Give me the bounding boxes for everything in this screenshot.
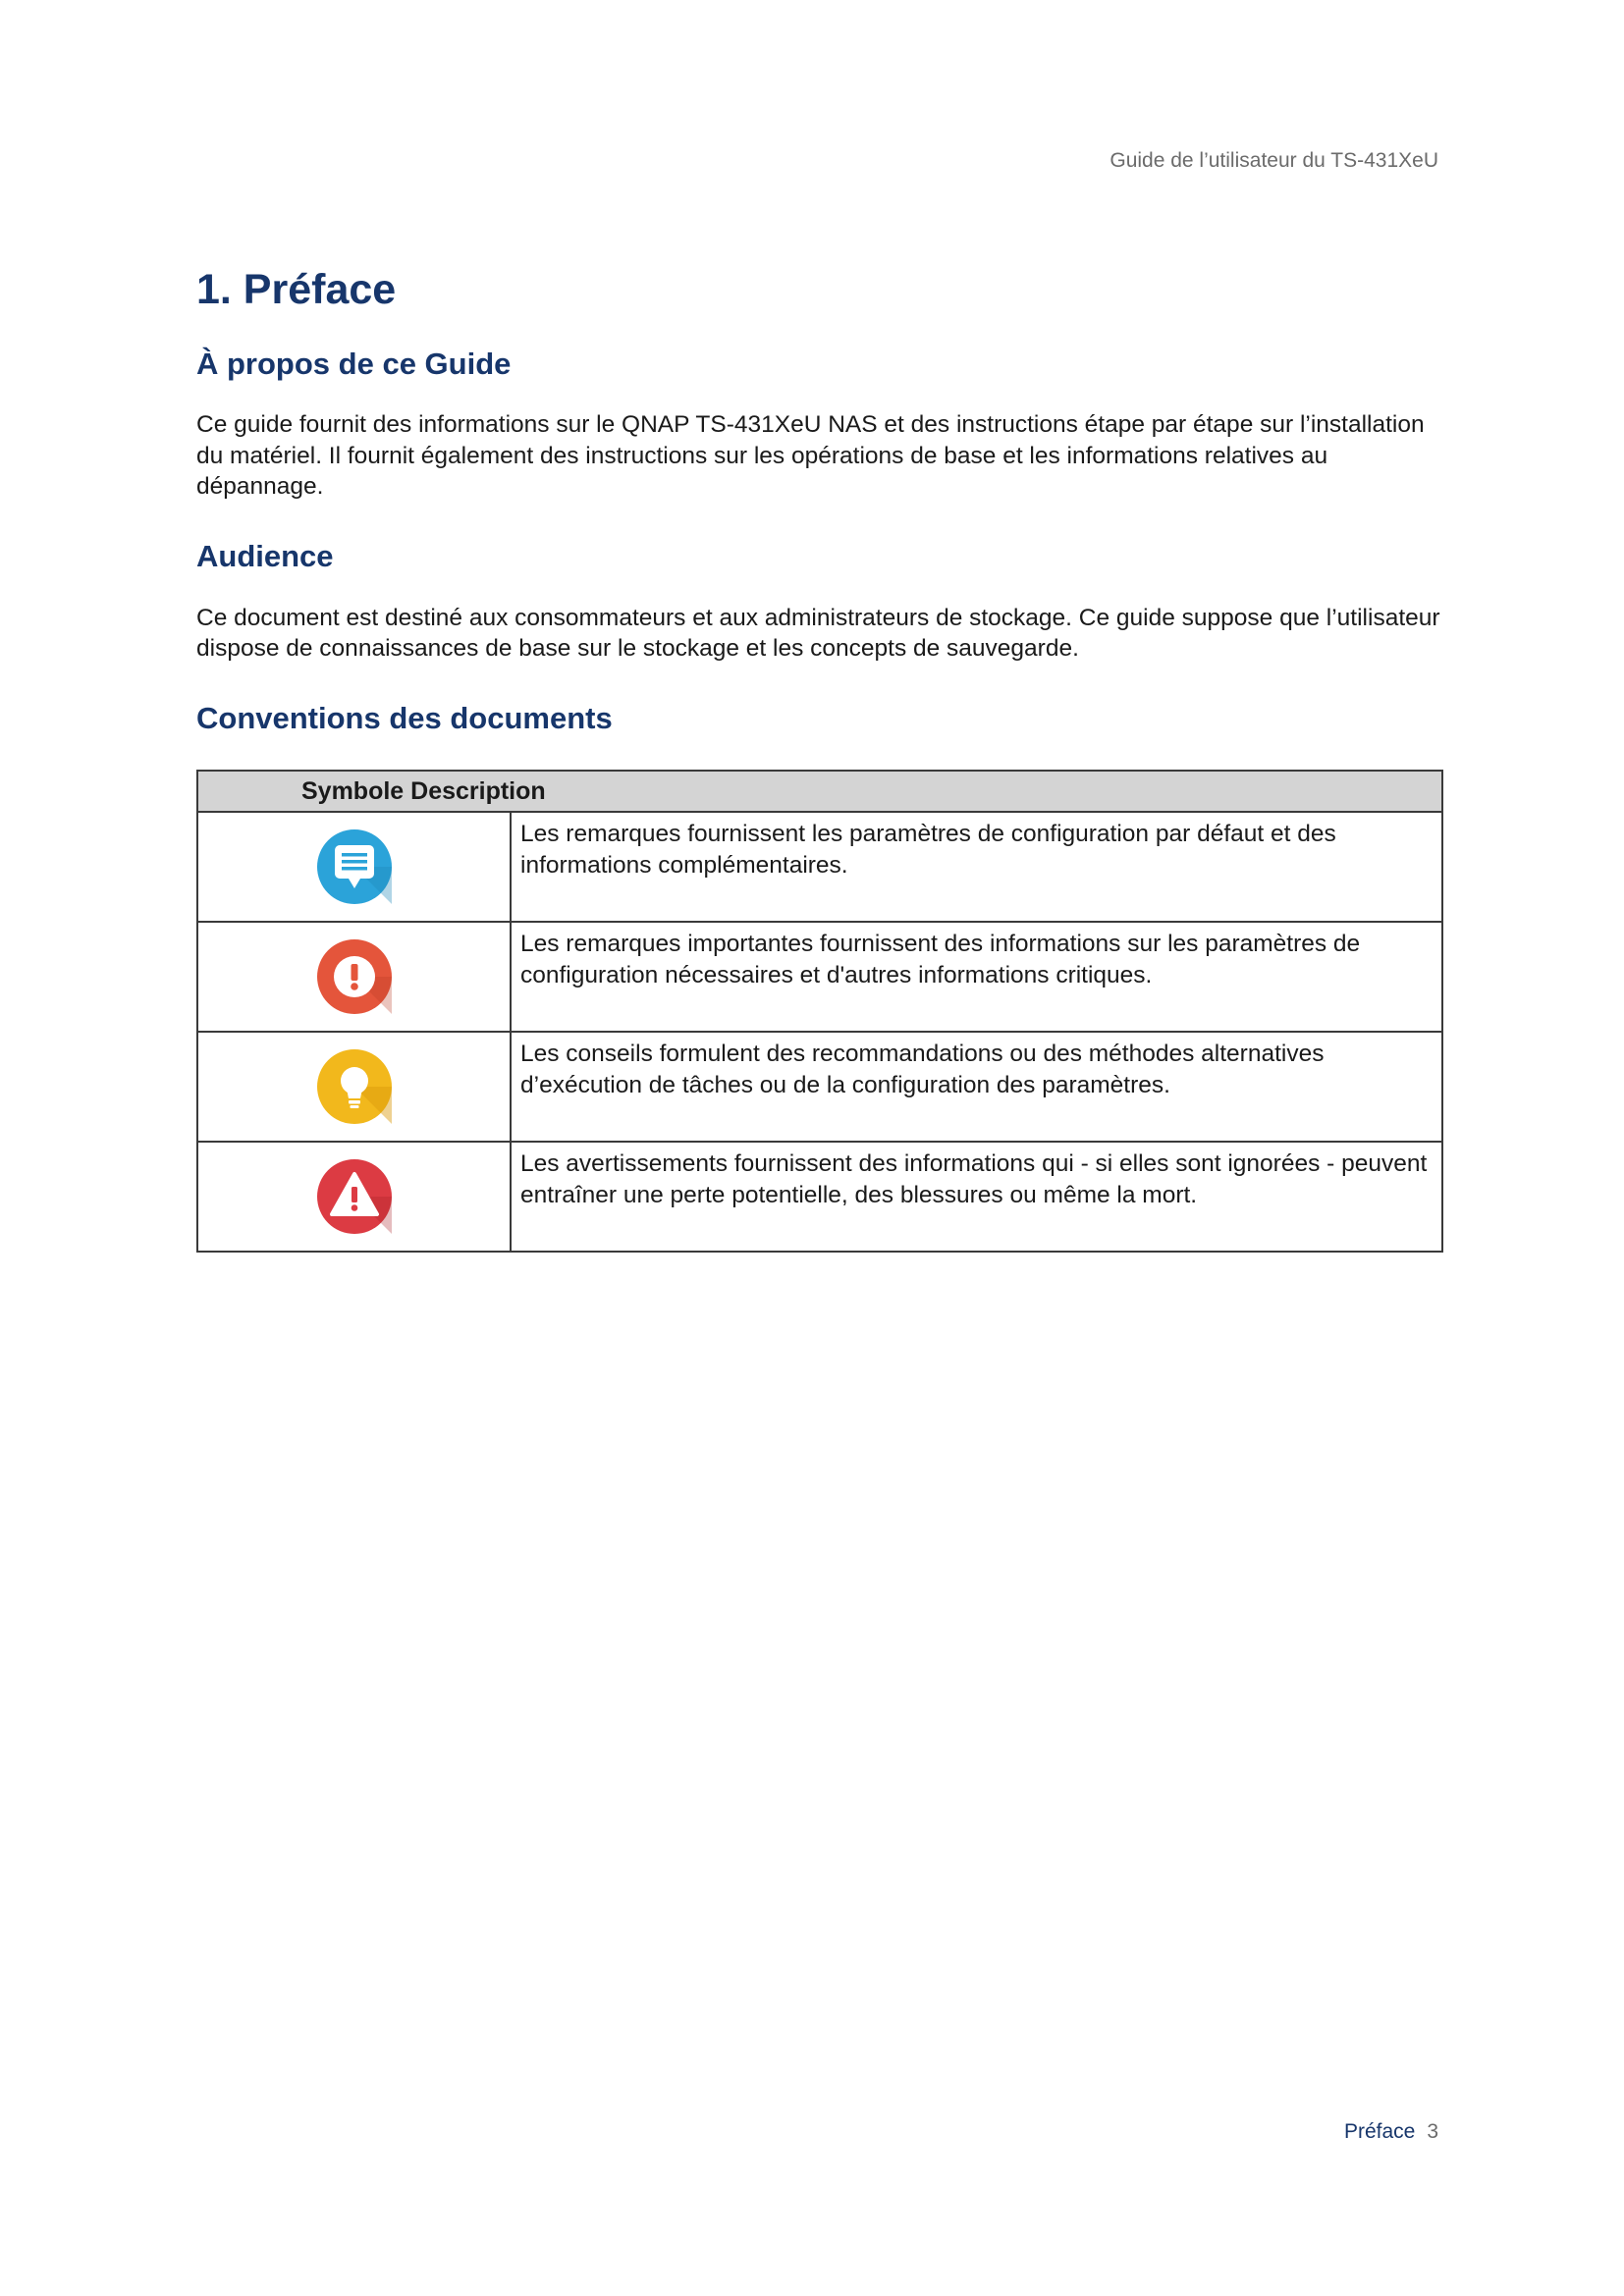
section-text-about: Ce guide fournit des informations sur le QNAP TS-431XeU NAS et des instructions étape par étape sur l’installation du matériel. Il fournit également des instructions sur les opérations de base et les informations relatives au dépannage. [196, 410, 1425, 501]
page-footer [1344, 2120, 1438, 2144]
description-cell: Les remarques importantes fournissent des informations sur les paramètres de configuration nécessaires et d'autres informations critiques. [511, 922, 1442, 1032]
tip-icon [315, 1047, 394, 1126]
symbol-cell [197, 922, 511, 1032]
section-title-about: À propos de ce Guide [196, 346, 512, 381]
description-cell: Les remarques fournissent les paramètres de configuration par défaut et des informations complémentaires. [511, 812, 1442, 922]
running-header: Guide de l’utilisateur du TS-431XeU [1110, 149, 1438, 172]
page-content [196, 265, 1441, 1253]
conventions-table [196, 770, 1443, 1253]
section-title-conventions: Conventions des documents [196, 701, 613, 736]
table-row [197, 922, 1442, 1032]
chapter-title: 1. Préface [196, 266, 397, 313]
footer-section: Préface [1343, 2120, 1416, 2143]
table-header-row [197, 771, 1442, 812]
table-row [197, 1032, 1442, 1142]
page-number: 3 [1427, 2120, 1438, 2143]
section-title-audience: Audience [196, 539, 334, 574]
section-text-audience: Ce document est destiné aux consommateurs et aux administrateurs de stockage. Ce guide suppose que l’utilisateur dispose de connaissances de base sur le stockage et les concepts de sauvegarde. [196, 604, 1440, 663]
note-icon [315, 828, 394, 906]
description-cell: Les avertissements fournissent des informations qui - si elles sont ignorées - peuvent entraîner une perte potentielle, des blessures ou même la mort. [511, 1142, 1442, 1252]
symbol-cell [197, 812, 511, 922]
warning-icon [315, 1157, 394, 1236]
table-header [197, 771, 1442, 812]
description-cell: Les conseils formulent des recommandations ou des méthodes alternatives d’exécution de tâches ou de la configuration des paramètres. [511, 1032, 1442, 1142]
important-icon [315, 937, 394, 1016]
table-row [197, 812, 1442, 922]
symbol-cell [197, 1032, 511, 1142]
symbol-cell [197, 1142, 511, 1252]
table-row [197, 1142, 1442, 1252]
table-header-label: Symbole Description [301, 776, 546, 805]
